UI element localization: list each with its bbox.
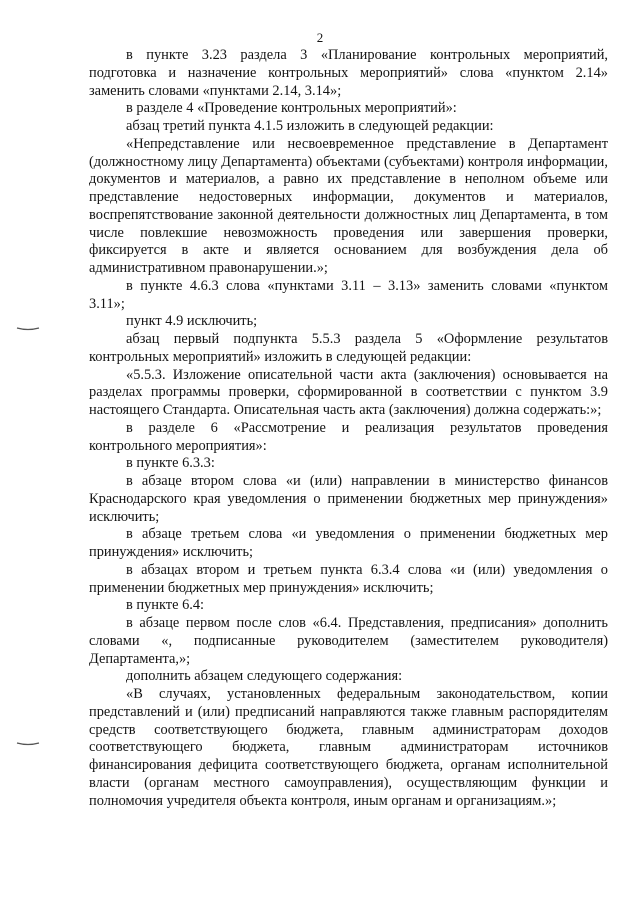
paragraph: абзац первый подпункта 5.5.3 раздела 5 «Оформление результатов контрольных мероприятий» изложить в следующей редакции: (89, 331, 608, 365)
paragraph: «Непредставление или несвоевременное представление в Департамент (должностному лицу Департамента) объектами (субъектами) контроля информации, документов и материалов, а равно их представление в неполном объеме или представление недостоверных информации, документов и материалов, воспрепятствование законной деятельности должностных лиц Департамента, в том числе повлекшие невозможность проведения или завершения проверки, фиксируется в акте и является основанием для возбуждения дела об административном правонарушении.»; (89, 135, 608, 276)
paragraph: «5.5.3. Изложение описательной части акта (заключения) основывается на разделах программы проверки, сформированной в соответствии с пунктом 3.9 настоящего Стандарта. Описательная часть акта (заключения) должна содержать:»; (89, 366, 608, 418)
paragraph: в абзаце первом после слов «6.4. Представления, предписания» дополнить словами «, подписанные руководителем (заместителем руководителя) Департамента,»; (89, 615, 608, 667)
paragraph: в разделе 4 «Проведение контрольных мероприятий»: (126, 100, 457, 117)
paragraph: в пункте 3.23 раздела 3 «Планирование контрольных мероприятий, подготовка и назначение контрольных мероприятий» слова «пунктом 2.14» заменить словами «пунктами 2.14, 3.14»; (89, 47, 608, 99)
punch-hole-mark (16, 327, 40, 330)
paragraph: в пункте 6.4: (126, 597, 205, 614)
punch-hole-mark (16, 742, 40, 745)
paragraph: абзац третий пункта 4.1.5 изложить в следующей редакции: (126, 118, 494, 134)
paragraph: в пункте 6.3.3: (126, 455, 215, 472)
paragraph: в абзаце третьем слова «и уведомления о применении бюджетных мер принуждения» исключить; (89, 526, 608, 560)
paragraph: дополнить абзацем следующего содержания: (126, 668, 403, 685)
document-body (89, 47, 608, 810)
paragraph: пункт 4.9 исключить; (126, 313, 258, 330)
paragraph: «В случаях, установленных федеральным законодательством, копии представлений и (или) предписаний направляются также главным распорядителям средств соответствующего бюджета, главным администраторам доходов соответствующего бюджета, главным администраторам источников финансирования дефицита соответствующего бюджета, органам исполнительной власти (органам местного самоуправления), осуществляющим функции и полномочия учредителя объекта контроля, иным органам и организациям.»; (89, 686, 608, 809)
paragraph: в абзаце втором слова «и (или) направлении в министерство финансов Краснодарского края уведомления о применении бюджетных мер принуждения» исключить; (89, 473, 608, 525)
paragraph: в пункте 4.6.3 слова «пунктами 3.11 – 3.13» заменить словами «пунктом 3.11»; (89, 277, 608, 312)
page-number: 2 (316, 30, 324, 45)
paragraph: в абзацах втором и третьем пункта 6.3.4 слова «и (или) уведомления о применении бюджетных мер принуждения» исключить; (89, 561, 608, 596)
paragraph: в разделе 6 «Рассмотрение и реализация результатов проведения контрольного мероприятия»: (89, 419, 608, 454)
